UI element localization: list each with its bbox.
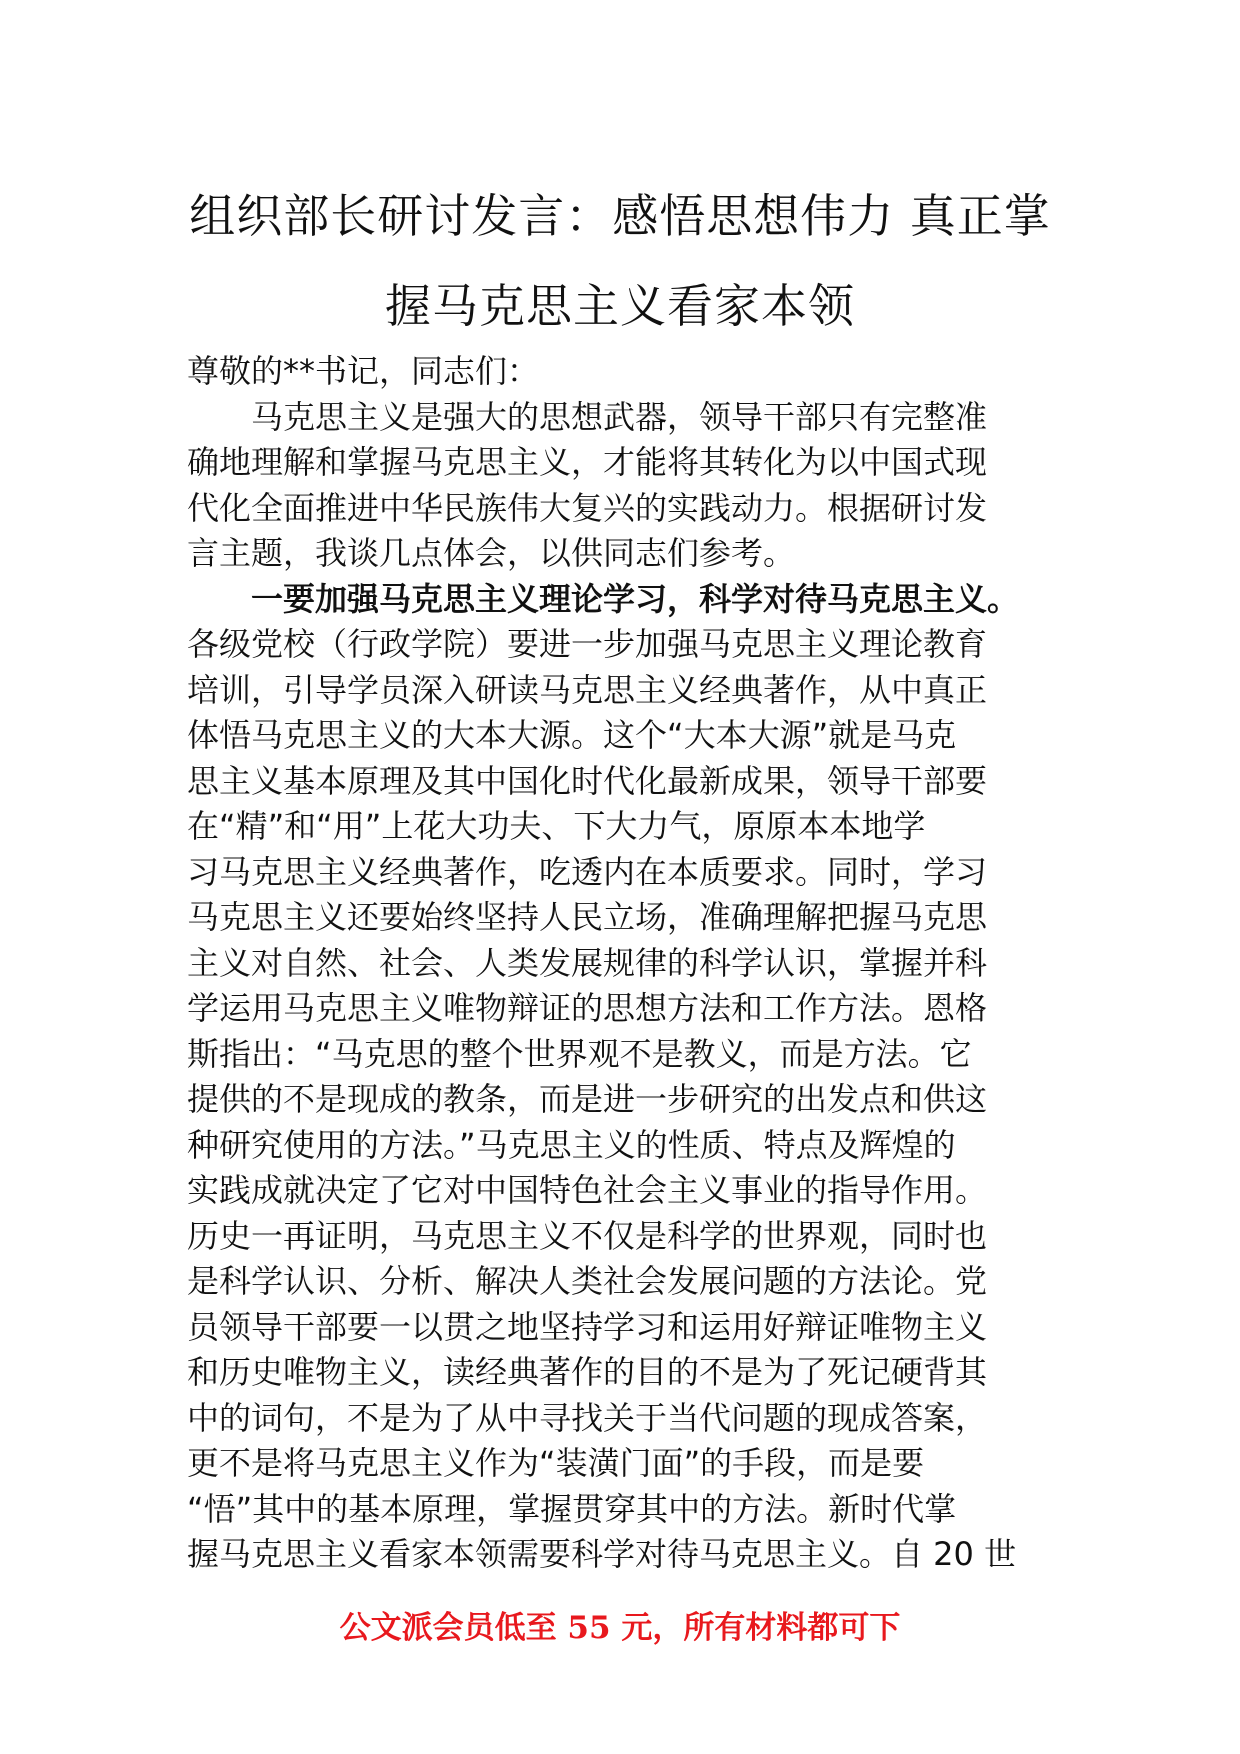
paragraph-2-line: 马克思主义还要始终坚持人民立场，准确理解把握马克思	[187, 898, 988, 936]
paragraph-2-line: 握马克思主义看家本领需要科学对待马克思主义。自 20 世	[187, 1535, 1017, 1573]
paragraph-1-line: 言主题，我谈几点体会，以供同志们参考。	[187, 534, 796, 572]
paragraph-2-line: 员领导干部要一以贯之地坚持学习和运用好辩证唯物主义	[187, 1307, 988, 1346]
paragraph-2-line: 体悟马克思主义的大本大源。这个“大本大源”就是马克	[187, 716, 957, 754]
paragraph-1-line: 马克思主义是强大的思想武器，领导干部只有完整准	[251, 397, 988, 436]
paragraph-2-line: 历史一再证明，马克思主义不仅是科学的世界观，同时也	[187, 1216, 988, 1255]
paragraph-2-line: 更不是将马克思主义作为“装潢门面”的手段，而是要	[187, 1444, 925, 1482]
paragraph-1-line: 确地理解和掌握马克思主义，才能将其转化为以中国式现	[187, 443, 988, 481]
paragraph-2-line: 主义对自然、社会、人类发展规律的科学认识，掌握并科	[187, 943, 988, 982]
paragraph-2-line: 中的词句，不是为了从中寻找关于当代问题的现成答案，	[187, 1398, 988, 1437]
document-title-line-2: 握马克思主义看家本领	[385, 279, 855, 333]
paragraph-2-line: 各级党校（行政学院）要进一步加强马克思主义理论教育	[187, 625, 988, 663]
paragraph-2-line: 是科学认识、分析、解决人类社会发展问题的方法论。党	[187, 1262, 988, 1300]
paragraph-1-line: 代化全面推进中华民族伟大复兴的实践动力。根据研讨发	[187, 488, 988, 527]
footer-promo-text: 公文派会员低至 55 元，所有材料都可下	[339, 1610, 901, 1646]
paragraph-2-line: 培训，引导学员深入研读马克思主义经典著作，从中真正	[187, 670, 988, 709]
document-body	[187, 349, 1067, 1578]
paragraph-2-line: 斯指出：“马克思的整个世界观不是教义，而是方法。它	[187, 1034, 972, 1073]
document-title-line-1: 组织部长研讨发言：感悟思想伟力 真正掌	[189, 189, 1051, 243]
paragraph-2-line: “悟”其中的基本原理，掌握贯穿其中的方法。新时代掌	[187, 1489, 957, 1528]
section-1-heading: 一要加强马克思主义理论学习，科学对待马克思主义。	[251, 579, 1020, 618]
paragraph-2-line: 习马克思主义经典著作，吃透内在本质要求。同时，学习	[187, 852, 988, 891]
paragraph-2-line: 学运用马克思主义唯物辩证的思想方法和工作方法。恩格	[187, 989, 988, 1027]
paragraph-2-line: 和历史唯物主义，读经典著作的目的不是为了死记硬背其	[187, 1353, 988, 1391]
paragraph-2-line: 在“精”和“用”上花大功夫、下大力气，原原本本地学	[187, 807, 926, 845]
paragraph-2-line: 提供的不是现成的教条，而是进一步研究的出发点和供这	[187, 1080, 988, 1118]
paragraph-2-line: 实践成就决定了它对中国特色社会主义事业的指导作用。	[187, 1171, 988, 1209]
paragraph-2-line: 思主义基本原理及其中国化时代化最新成果，领导干部要	[187, 761, 988, 800]
salutation: 尊敬的**书记，同志们：	[187, 352, 540, 390]
paragraph-2-line: 种研究使用的方法。”马克思主义的性质、特点及辉煌的	[187, 1125, 956, 1164]
